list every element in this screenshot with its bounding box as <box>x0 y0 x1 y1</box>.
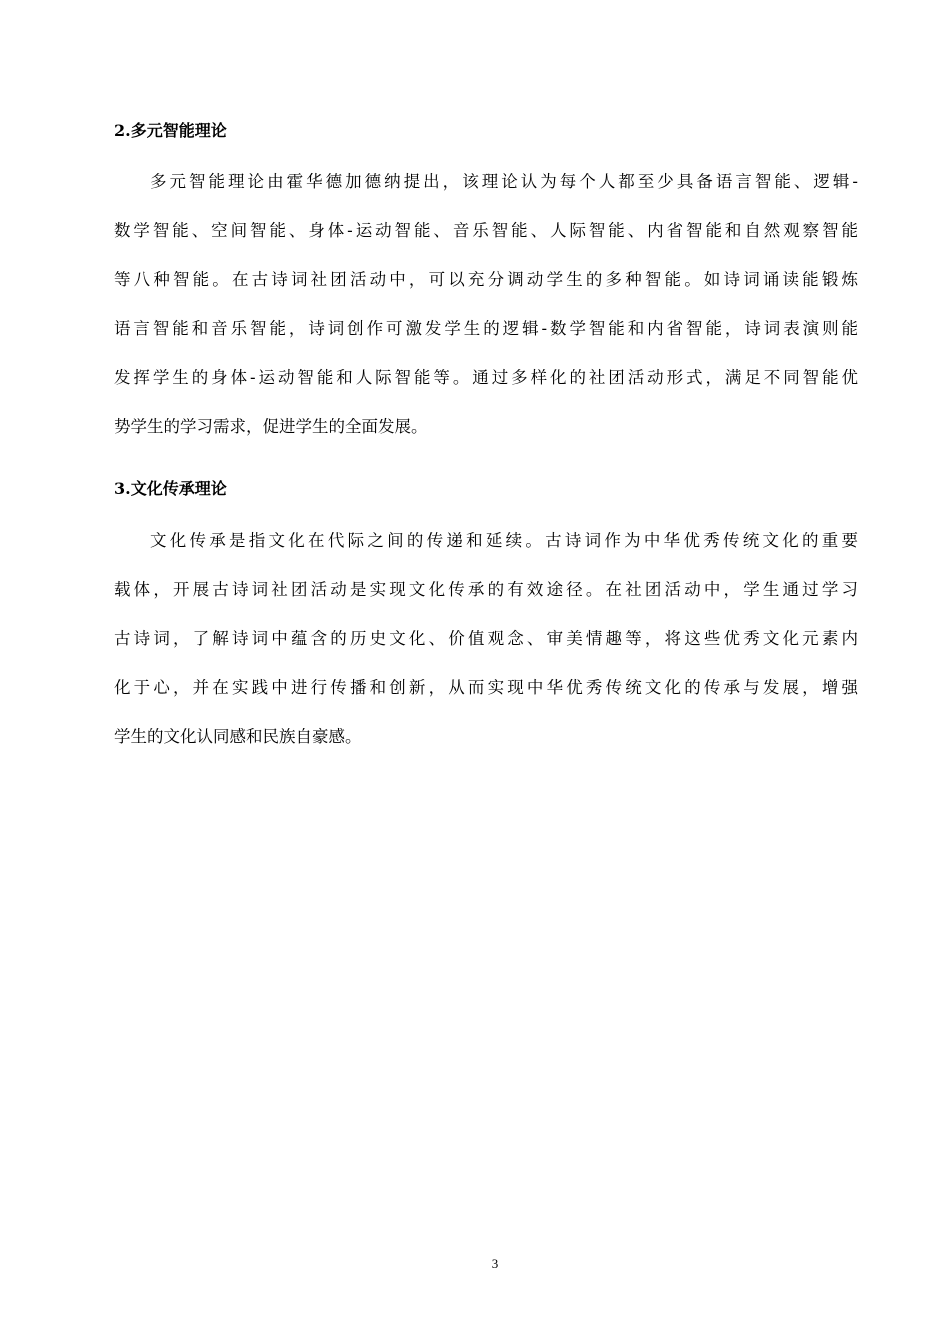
paragraph-line: 化于心，并在实践中进行传播和创新，从而实现中华优秀传统文化的传承与发展，增强 <box>114 678 858 697</box>
paragraph-line: 载体，开展古诗词社团活动是实现文化传承的有效途径。在社团活动中，学生通过学习 <box>114 580 858 599</box>
paragraph-line: 多元智能理论由霍华德加德纳提出，该理论认为每个人都至少具备语言智能、逻辑- <box>150 172 858 191</box>
paragraph-line: 学生的文化认同感和民族自豪感。 <box>114 727 362 746</box>
paragraph-line: 文化传承是指文化在代际之间的传递和延续。古诗词作为中华优秀传统文化的重要 <box>150 531 858 550</box>
paragraph-line: 等八种智能。在古诗词社团活动中，可以充分调动学生的多种智能。如诗词诵读能锻炼 <box>114 270 858 289</box>
paragraph-line: 古诗词，了解诗词中蕴含的历史文化、价值观念、审美情趣等，将这些优秀文化元素内 <box>114 629 858 648</box>
paragraph-line: 语言智能和音乐智能，诗词创作可激发学生的逻辑-数学智能和内省智能，诗词表演则能 <box>114 319 858 338</box>
section-heading-cultural-heritage: 3.文化传承理论 <box>114 479 227 498</box>
paragraph-line: 发挥学生的身体-运动智能和人际智能等。通过多样化的社团活动形式，满足不同智能优 <box>114 368 858 387</box>
paragraph-line: 势学生的学习需求，促进学生的全面发展。 <box>114 417 428 436</box>
section-heading-multiple-intelligences: 2.多元智能理论 <box>114 121 227 140</box>
page-number: 3 <box>491 1256 499 1271</box>
paragraph-line: 数学智能、空间智能、身体-运动智能、音乐智能、人际智能、内省智能和自然观察智能 <box>114 221 858 240</box>
